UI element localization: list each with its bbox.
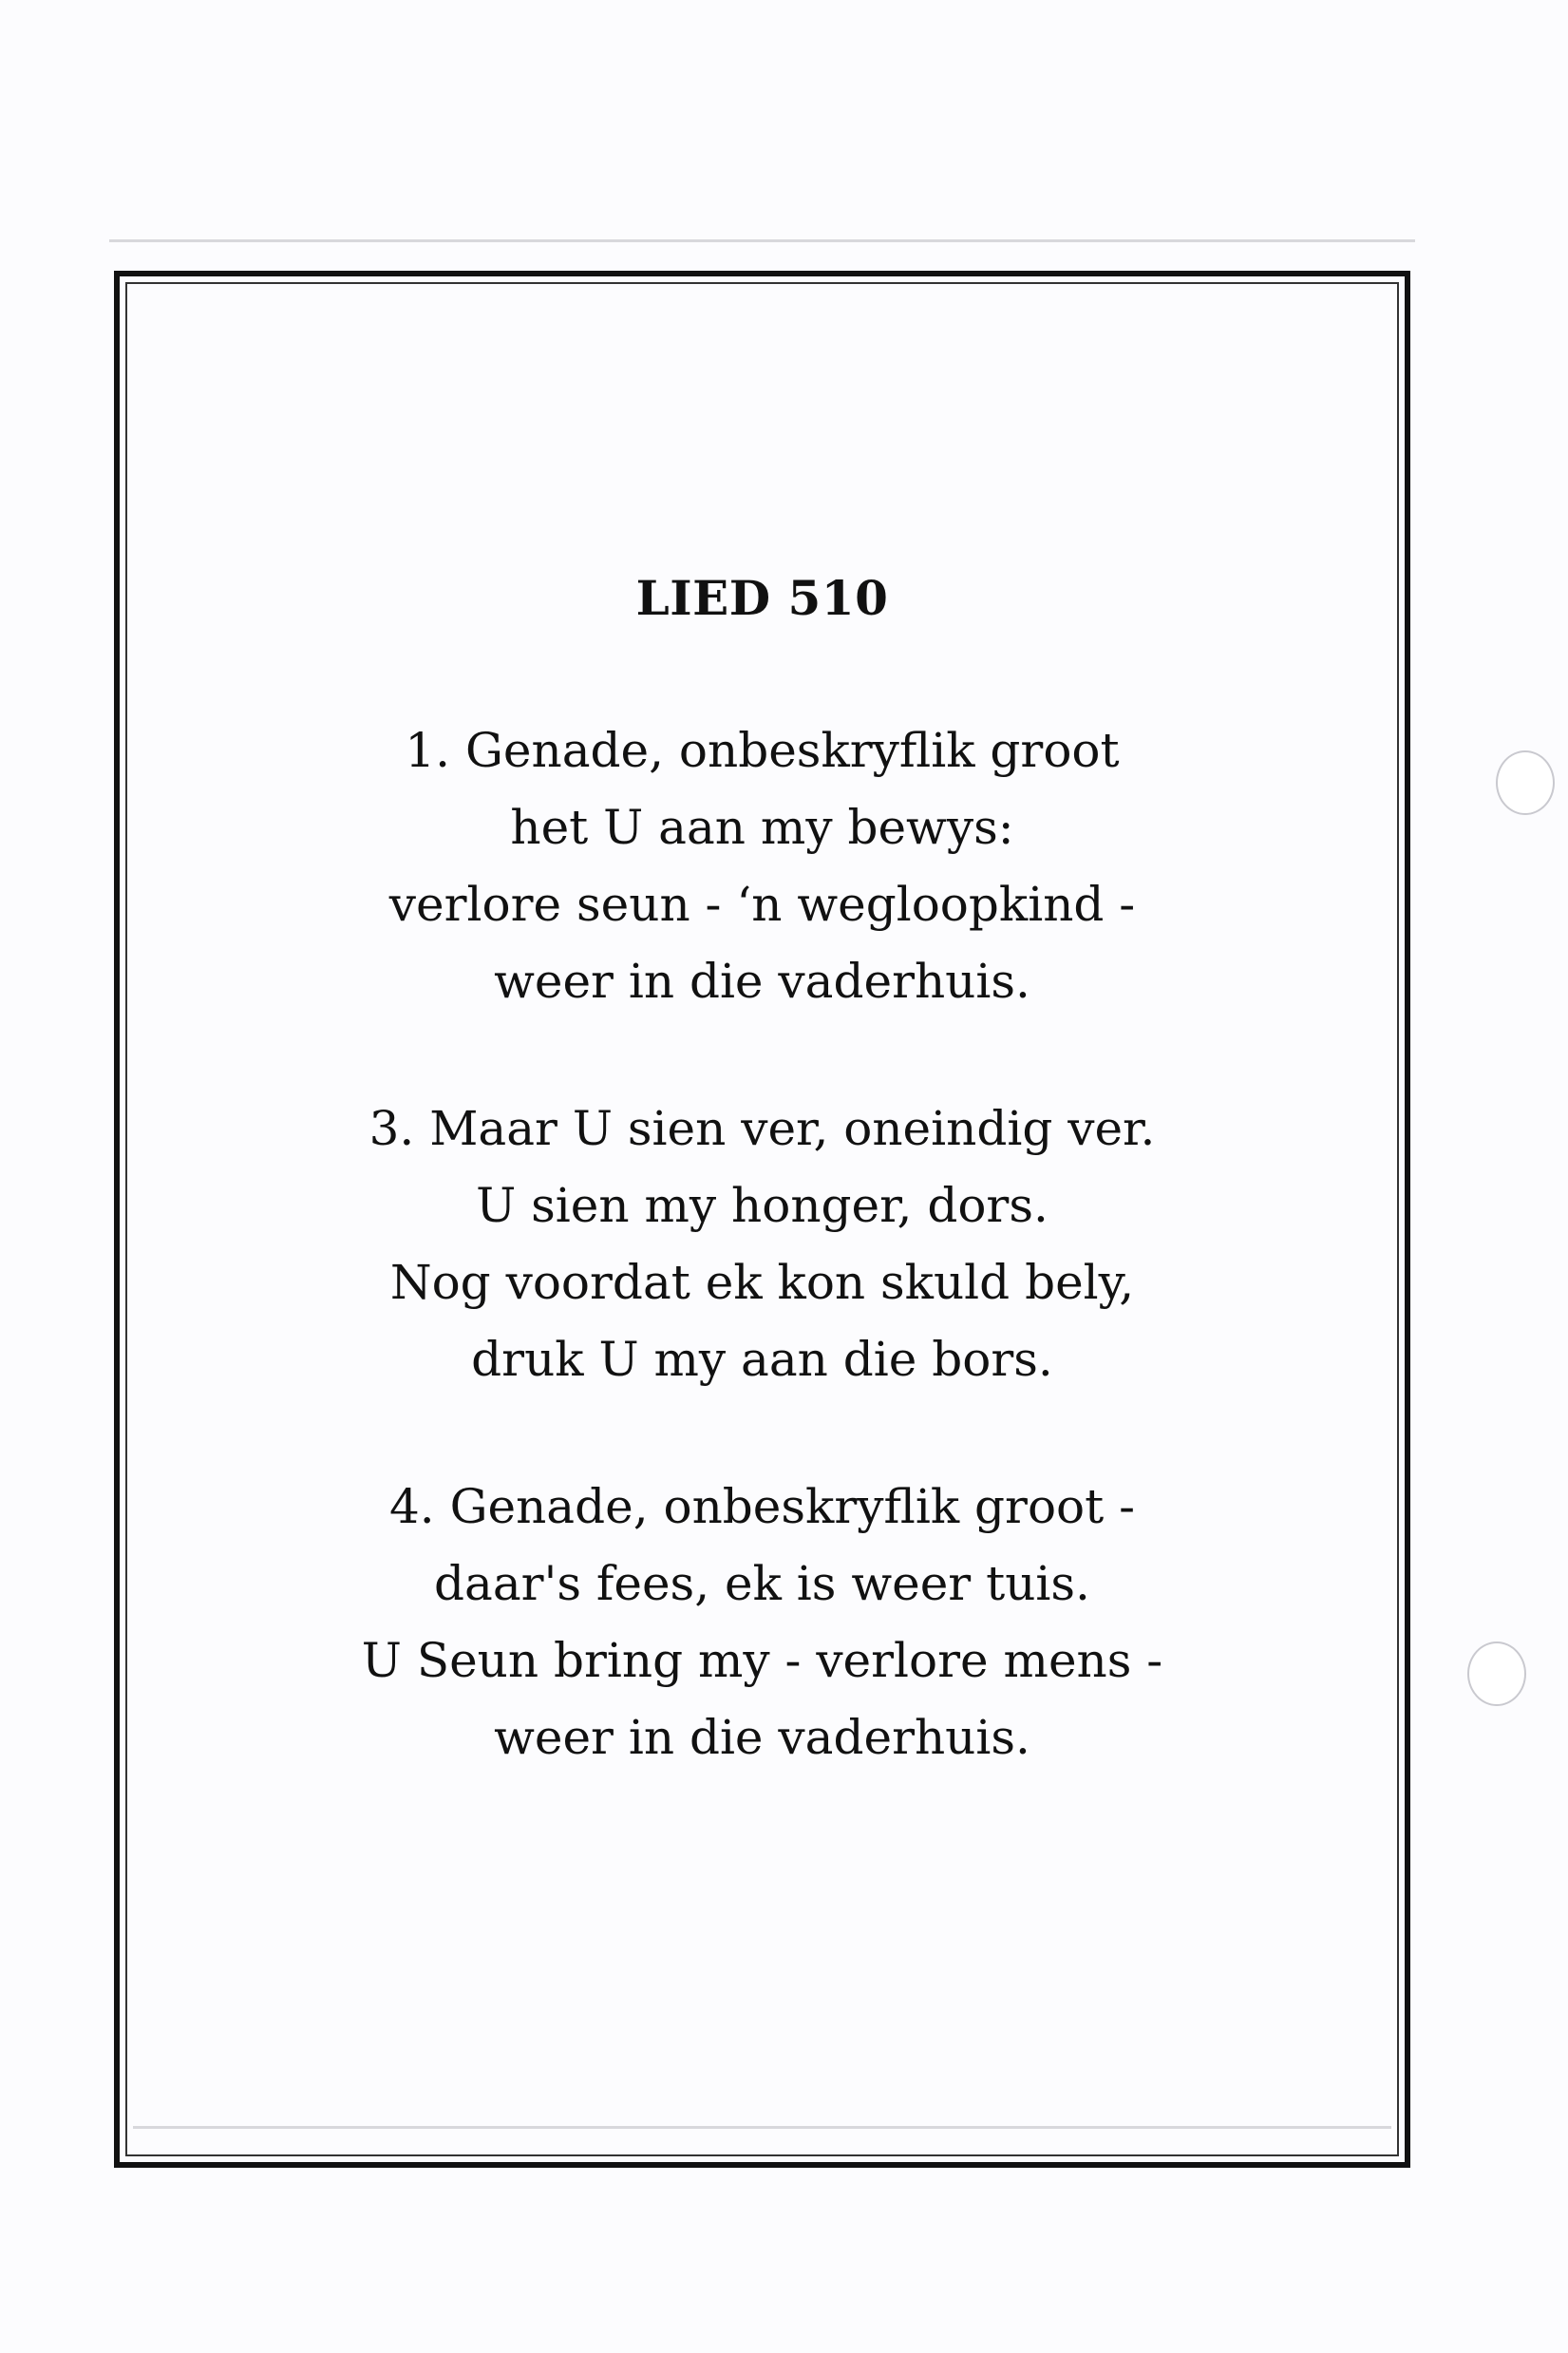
- verse-1: [133, 712, 1391, 1020]
- verse-4: [133, 1469, 1391, 1776]
- punch-hole-bottom: [1467, 1641, 1526, 1706]
- verse-3: [133, 1091, 1391, 1398]
- punch-hole-top: [1496, 750, 1555, 815]
- verse-line: weer in die vaderhuis.: [494, 954, 1030, 1009]
- show-through-line-top: [109, 239, 1415, 242]
- song-content: [133, 570, 1391, 1847]
- verse-line: weer in die vaderhuis.: [494, 1710, 1030, 1765]
- verse-line: verlore seun - ‘n wegloopkind -: [388, 877, 1136, 932]
- verse-line: U sien my honger, dors.: [476, 1178, 1048, 1233]
- verse-line: het U aan my bewys:: [510, 800, 1014, 855]
- song-title: LIED 510: [635, 570, 889, 626]
- verse-line: daar's fees, ek is weer tuis.: [434, 1556, 1090, 1611]
- verse-line: 3. Maar U sien ver, oneindig ver.: [368, 1101, 1156, 1156]
- verse-line: druk U my aan die bors.: [471, 1332, 1053, 1387]
- verse-line: U Seun bring my - verlore mens -: [361, 1633, 1163, 1688]
- verse-line: Nog voordat ek kon skuld bely,: [389, 1255, 1135, 1310]
- verse-line: 1. Genade, onbeskryflik groot: [405, 723, 1120, 778]
- verse-line: 4. Genade, onbeskryflik groot -: [388, 1479, 1136, 1534]
